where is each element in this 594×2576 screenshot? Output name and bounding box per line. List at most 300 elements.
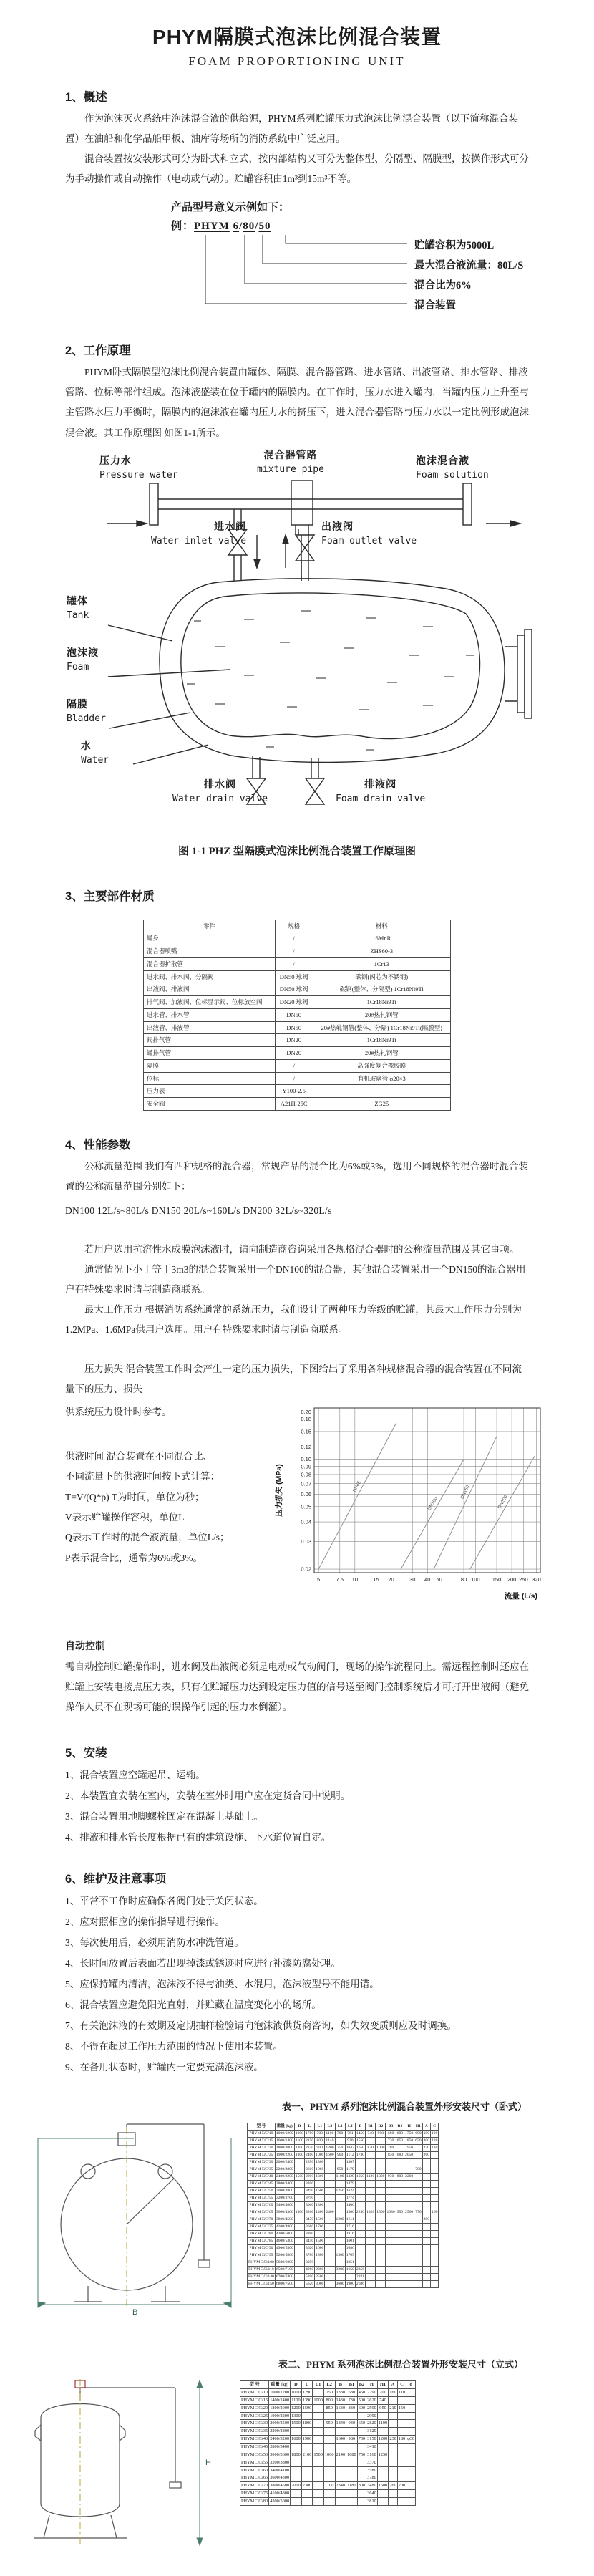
table-cell: 2300 <box>315 2266 325 2273</box>
table-cell <box>377 2497 389 2505</box>
table-row <box>144 1047 451 1060</box>
table-cell <box>355 2223 365 2230</box>
column-header: B1 <box>346 2381 358 2389</box>
section-heading-materials: 3、主要部件材质 <box>65 889 155 903</box>
list-item: 3、混合装置用地脚螺栓固定在混凝土基础上。 <box>65 1810 263 1822</box>
page-title: PHYM隔膜式泡沫比例混合装置 <box>152 26 442 48</box>
table-cell <box>422 2230 430 2237</box>
table-cell: 1120 <box>366 2173 376 2180</box>
table-cell <box>335 2259 345 2266</box>
table-cell <box>366 2159 376 2166</box>
table-cell: PHYM □/□/85 <box>248 2237 276 2244</box>
chart-text: 7.5 <box>336 1576 344 1583</box>
table-cell <box>357 2412 366 2420</box>
table-cell <box>389 2420 397 2428</box>
tank-schematic-drawing <box>65 455 537 827</box>
table-cell: DN50 <box>275 1008 313 1021</box>
table-cell: PHYM □/□/100 <box>248 2259 276 2266</box>
table-cell: 1300 <box>291 2412 302 2420</box>
chart-text: 200 <box>507 1576 517 1583</box>
table-cell <box>396 2252 404 2259</box>
table-cell <box>355 2187 365 2194</box>
list-item: 6、混合装置应避免阳光直射，并贮藏在温度变化小的场所。 <box>65 1999 321 2011</box>
table-cell <box>355 2230 365 2237</box>
table-cell <box>325 2180 335 2187</box>
table-row <box>144 1072 451 1085</box>
chart-text: 20 <box>388 1576 394 1583</box>
table-cell <box>397 2420 406 2428</box>
column-header: 零件 <box>144 920 276 932</box>
formula-line: T=V/(Q*p) T为时间，单位为秒； <box>65 1491 205 1502</box>
column-header: A <box>422 2123 430 2131</box>
table-cell <box>291 2443 302 2451</box>
table-cell <box>294 2223 304 2230</box>
table-cell <box>376 2152 386 2159</box>
table-cell <box>355 2259 365 2266</box>
table-cell: 3150 <box>366 2436 378 2444</box>
table-cell <box>422 2180 430 2187</box>
table-cell <box>313 2436 324 2444</box>
table-cell: 6500/7100 <box>275 2266 294 2273</box>
table-row <box>144 932 451 945</box>
table-cell <box>376 2259 386 2266</box>
chart-text: 40 <box>424 1576 431 1583</box>
table-cell: DN20 <box>275 1034 313 1047</box>
table-cell <box>315 2194 325 2201</box>
table-cell <box>291 2474 302 2482</box>
table-cell: 830 <box>346 2404 358 2412</box>
figure-caption: 图 1-1 PHZ 型隔膜式泡沫比例混合装置工作原理图 <box>177 845 417 857</box>
table-cell <box>414 2173 422 2180</box>
table-cell: / <box>275 1059 313 1072</box>
table-cell: 680 <box>396 2152 404 2159</box>
pipe-flange-left <box>150 483 158 525</box>
table-cell <box>366 2230 376 2237</box>
table-cell <box>414 2152 422 2159</box>
column-header: D <box>291 2381 302 2389</box>
column-header: C <box>397 2381 406 2389</box>
column-header: D <box>294 2123 304 2131</box>
table-cell: 1800 <box>291 2451 302 2459</box>
chart-shape <box>318 1423 396 1569</box>
table-cell <box>366 2252 376 2259</box>
table-cell: 3200/3700 <box>275 2194 294 2201</box>
table-cell <box>357 2428 366 2436</box>
table-cell: 20#热轧钢管(整体、分隔) 1Cr18Ni9Ti(隔膜型) <box>313 1021 450 1034</box>
figure-1-1 <box>65 450 537 827</box>
table-cell <box>357 2490 366 2498</box>
table-cell: 1406 <box>345 2201 355 2209</box>
table-cell: PHYM □/□/40 <box>248 2173 276 2180</box>
table-cell: 1450 <box>355 2131 365 2138</box>
table-cell: 出液管、排液管 <box>144 1021 276 1034</box>
table-row <box>248 2201 439 2209</box>
label-text: Pressure water <box>99 469 178 481</box>
table-header-row <box>144 920 451 932</box>
table-cell <box>335 2474 346 2482</box>
table-cell <box>313 2466 324 2474</box>
table-cell <box>404 2223 414 2230</box>
table-cell <box>357 2497 366 2505</box>
table-cell <box>396 2266 404 2273</box>
table-cell: 进水阀、排水阀、分隔阀 <box>144 970 276 983</box>
table-cell: 4300/5000 <box>269 2497 291 2505</box>
paragraph: 通常情况下小于等于3m3的混合装置采用一个DN100的混合器，其他混合装置采用一个DN150的混合器用户有特殊要求时请与制造商联系。 <box>65 1264 526 1296</box>
table-cell: 1000/1200 <box>275 2131 294 2138</box>
table-row <box>248 2252 439 2259</box>
table-cell <box>335 2138 345 2145</box>
table-row <box>240 2436 416 2444</box>
table-cell <box>335 2412 346 2420</box>
label-text: Foam outlet valve <box>321 535 417 546</box>
table-cell: 3260 <box>304 2209 314 2216</box>
table-cell: 3680 <box>304 2223 314 2230</box>
table-cell <box>431 2201 439 2209</box>
materials-table <box>143 920 451 1111</box>
table-cell <box>422 2209 430 2216</box>
paragraph: 需自动控制贮罐操作时，进水阀及出液阀必须是电动或气动阀门，现场的操作流程同上。需远程控制时还应在贮罐上安装电接点压力表，只有在贮罐压力达到设定压力值的信号送至阀门控制系统后才可打开出液阀（避免操作人员不在现场可能的误操作引起的压力水倒灌）。 <box>65 1661 529 1712</box>
chart-text: 0.03 <box>301 1538 311 1545</box>
table-cell: 180 <box>397 2436 406 2444</box>
table-cell: 1500 <box>313 2451 324 2459</box>
table-cell: 1479 <box>345 2180 355 2187</box>
table-cell: 3060 <box>304 2201 314 2209</box>
label-text: 泡沫液 <box>67 647 99 659</box>
table-cell: 160 <box>431 2209 439 2216</box>
table-cell <box>414 2259 422 2266</box>
table-cell <box>355 2237 365 2244</box>
table-cell <box>414 2237 422 2244</box>
table-cell: 930 <box>345 2138 355 2145</box>
table-row <box>248 2166 439 2174</box>
table-cell <box>325 2259 335 2266</box>
table-cell: 830 <box>386 2152 396 2159</box>
table-cell: 1100 <box>377 2420 389 2428</box>
table-row <box>144 1085 451 1098</box>
table-cell <box>431 2159 439 2166</box>
table-cell <box>396 2187 404 2194</box>
table-cell: 20#热轧钢管 <box>313 1008 450 1021</box>
table-cell: 3480 <box>366 2482 378 2490</box>
table-cell: 2990 <box>366 2412 378 2420</box>
column-header: 型 号 <box>248 2123 276 2131</box>
table-cell: 1800 <box>294 2209 304 2216</box>
table-cell <box>325 2230 335 2237</box>
table-cell <box>389 2474 397 2482</box>
column-header: 重量 (kg) <box>269 2381 291 2389</box>
table-cell: 900 <box>335 2152 345 2159</box>
table-cell <box>431 2252 439 2259</box>
table-cell: 700 <box>414 2166 422 2174</box>
table-cell: 3400/4000 <box>275 2201 294 2209</box>
table-cell <box>389 2497 397 2505</box>
table-cell <box>406 2428 416 2436</box>
model-part-flow: 80 <box>243 221 255 233</box>
table-cell: 1840 <box>335 2420 346 2428</box>
table-cell: 110 <box>397 2388 406 2396</box>
table-row <box>240 2388 416 2396</box>
table-cell: 1100 <box>325 2131 335 2138</box>
label-tank <box>67 595 89 623</box>
table-cell: 150 <box>397 2404 406 2412</box>
chart-shape <box>401 1459 464 1568</box>
table-cell: 位标 <box>144 1072 276 1085</box>
table-cell: 3780 <box>366 2474 378 2482</box>
table-cell: 压力表 <box>144 1085 276 1098</box>
table-cell: 730 <box>346 2396 358 2404</box>
table-cell: 800 <box>323 2396 335 2404</box>
table-cell: 800 <box>357 2482 366 2490</box>
chart-text: 15 <box>373 1576 379 1583</box>
table-cell: 1Cr18Ni9Ti <box>313 996 450 1009</box>
table-cell: 3780 <box>304 2252 314 2259</box>
table-cell: 1060 <box>315 2166 325 2174</box>
table-cell <box>404 2280 414 2287</box>
table-cell: 800 <box>315 2138 325 2145</box>
table-cell <box>414 2216 422 2223</box>
table-cell: 6700/7400 <box>275 2273 294 2280</box>
table-cell: 180 <box>422 2131 430 2138</box>
table-cell <box>294 2201 304 2209</box>
table-cell: 20#热轧钢管 <box>313 1047 450 1060</box>
table-cell: 1500 <box>377 2482 389 2490</box>
table-cell <box>323 2466 335 2474</box>
table-cell: 1320 <box>366 2209 376 2216</box>
label-text: 水 <box>81 741 92 752</box>
table-cell: 1851 <box>345 2259 355 2266</box>
table-cell <box>313 2412 324 2420</box>
table-cell <box>386 2252 396 2259</box>
table-cell: PHYM □/□/30 <box>248 2159 276 2166</box>
table-row <box>240 2428 416 2436</box>
table-cell: 950 <box>335 2166 345 2174</box>
table-cell: 1250 <box>335 2187 345 2194</box>
chart-text: 0.15 <box>301 1428 311 1435</box>
table-cell <box>431 2187 439 2194</box>
table-cell: 900 <box>315 2145 325 2152</box>
table-cell: 有机玻璃管 φ20×3 <box>313 1072 450 1085</box>
label-water <box>81 740 109 768</box>
table-cell: 3600/4300 <box>269 2474 291 2482</box>
table-row <box>248 2173 439 2180</box>
table-cell: 1112 <box>345 2152 355 2159</box>
formula-line: Q表示工作时的混合液流量，单位L/s； <box>65 1532 230 1543</box>
table-cell: 3450 <box>304 2237 314 2244</box>
table-cell <box>335 2159 345 2166</box>
table-cell <box>377 2443 389 2451</box>
table-cell <box>325 2273 335 2280</box>
table-cell <box>377 2459 389 2466</box>
table-cell: 2560 <box>404 2209 414 2216</box>
table-cell <box>366 2259 376 2266</box>
table-cell <box>377 2428 389 2436</box>
table-cell <box>431 2230 439 2237</box>
table-row <box>240 2443 416 2451</box>
table-cell: PHYM □/□/70 <box>240 2482 269 2490</box>
column-header: L4 <box>345 2123 355 2131</box>
supply-time-line: 供液时间 混合装置在不同混合比、 <box>65 1451 213 1462</box>
table-row <box>248 2159 439 2166</box>
table-cell: 3810 <box>366 2497 378 2505</box>
paragraph: 压力损失 混合装置工作时会产生一定的压力损失，下图给出了采用各种规格混合器的混合装置在不同流量下的压力、损失 <box>65 1363 522 1394</box>
chart-text: 100 <box>471 1576 480 1583</box>
table-cell <box>397 2451 406 2459</box>
table-cell: 1950 <box>355 2173 365 2180</box>
table-cell <box>396 2259 404 2266</box>
table-cell: 4600/5300 <box>275 2237 294 2244</box>
table-cell: 2000 <box>291 2482 302 2490</box>
table-cell <box>366 2201 376 2209</box>
table-cell: 900 <box>376 2131 386 2138</box>
table-cell <box>397 2497 406 2505</box>
table-row <box>248 2280 439 2287</box>
column-header: L <box>301 2381 313 2389</box>
table-cell: 1300 <box>315 2201 325 2209</box>
table-cell: 3880 <box>304 2230 314 2237</box>
table-cell <box>357 2474 366 2482</box>
column-header: C <box>431 2123 439 2131</box>
table-cell: 2400/3200 <box>275 2173 294 2180</box>
chart-text: 250 <box>519 1576 528 1583</box>
table-cell: 3000 <box>315 2280 325 2287</box>
table-cell <box>346 2459 358 2466</box>
table-cell: 3000/3600 <box>269 2451 291 2459</box>
table-cell: 1500 <box>315 2216 325 2223</box>
table-cell: 1590 <box>301 2404 313 2412</box>
label-text: mixture pipe <box>257 463 324 475</box>
pipe-flange-right <box>463 483 472 525</box>
label-foam-solution <box>416 455 489 483</box>
table-cell <box>323 2428 335 2436</box>
table-cell <box>386 2216 396 2223</box>
model-label-device: 混合装置 <box>414 300 456 312</box>
section-heading-principle: 2、工作原理 <box>65 344 131 358</box>
table-cell <box>414 2159 422 2166</box>
table-row <box>240 2420 416 2428</box>
section-heading-maintenance: 6、维护及注意事项 <box>65 1872 167 1886</box>
table-cell: 950 <box>377 2404 389 2412</box>
model-part-phym: PHYM <box>194 221 230 233</box>
table-cell <box>346 2490 358 2498</box>
table-cell: 260 <box>389 2482 397 2490</box>
model-example-prefix: 例： <box>171 221 195 233</box>
table-cell <box>325 2159 335 2166</box>
table-cell: PHYM □/□/40 <box>240 2436 269 2444</box>
table-cell: 罐身 <box>144 932 276 945</box>
table-cell <box>431 2237 439 2244</box>
list-item: 1、混合装置应空罐起吊、运输。 <box>65 1769 205 1780</box>
table-cell <box>313 2459 324 2466</box>
table-cell <box>377 2490 389 2498</box>
label-foam <box>67 647 99 675</box>
table-cell <box>396 2280 404 2287</box>
table-cell: 200 <box>397 2482 406 2490</box>
table-cell: 2200/2800 <box>269 2428 291 2436</box>
table-row <box>248 2230 439 2237</box>
table-cell: 2140 <box>335 2451 346 2459</box>
table-cell <box>323 2443 335 2451</box>
table-cell: PHYM □/□/65 <box>248 2209 276 2216</box>
table-row <box>240 2474 416 2482</box>
chart-block <box>65 1402 541 1626</box>
table-cell: 2260 <box>404 2173 414 2180</box>
table-cell <box>414 2145 422 2152</box>
table-cell: 4300/5000 <box>275 2230 294 2237</box>
paragraph: 若用户选用抗溶性水成膜泡沫液时，请向制造商咨询采用各规格混合器时的公称流量范围及其它事项。 <box>84 1244 520 1255</box>
list-item: 9、在备用状态时，贮罐内一定要充满泡沫液。 <box>65 2062 263 2073</box>
table-cell <box>294 2237 304 2244</box>
table-cell: 隔膜 <box>144 1059 276 1072</box>
table-row <box>240 2412 416 2420</box>
table-cell <box>397 2443 406 2451</box>
table-cell <box>404 2201 414 2209</box>
table-cell: 700 <box>377 2388 389 2396</box>
table-cell: 600 <box>396 2131 404 2138</box>
table-cell <box>396 2180 404 2187</box>
table-cell: 2340 <box>335 2482 346 2490</box>
table-cell <box>325 2187 335 2194</box>
chart-text: 0.09 <box>301 1462 311 1470</box>
table-cell <box>404 2259 414 2266</box>
table-cell <box>366 2138 376 2145</box>
paragraph: 公称流量范围 我们有四种规格的混合器，常规产品的混合比为6%或3%，选用不同规格的混合器时混合装置的公称流量范围分别如下： <box>65 1160 528 1192</box>
table-cell <box>346 2466 358 2474</box>
table-cell <box>294 2166 304 2174</box>
table-cell <box>323 2436 335 2444</box>
table-cell <box>404 2166 414 2174</box>
maintenance-list <box>65 1891 529 2078</box>
table-cell <box>422 2259 430 2266</box>
auto-control-heading: 自动控制 <box>65 1641 105 1652</box>
table-cell: / <box>275 932 313 945</box>
column-header: H1 <box>377 2381 389 2389</box>
table-cell <box>325 2201 335 2209</box>
table-cell: 1800 <box>315 2252 325 2259</box>
table-cell: 1800/2000 <box>275 2145 294 2152</box>
table-cell <box>406 2412 416 2420</box>
table-cell: PHYM □/□/75 <box>248 2223 276 2230</box>
table-cell <box>313 2482 324 2490</box>
table-cell <box>366 2237 376 2244</box>
table-cell <box>431 2166 439 2174</box>
table-cell <box>376 2273 386 2280</box>
table-header-row <box>240 2381 416 2389</box>
table-cell: 2290 <box>366 2388 378 2396</box>
table-cell <box>406 2459 416 2466</box>
table-row <box>240 2497 416 2505</box>
table-cell: 740 <box>366 2131 376 2138</box>
table-cell: 2300 <box>301 2482 313 2490</box>
table-cell <box>396 2230 404 2237</box>
table-cell: 5620 <box>304 2280 314 2287</box>
table-cell: 碳钢(整体、分隔型) 1Cr18Ni9Ti <box>313 983 450 996</box>
table-cell: 2500 <box>315 2273 325 2280</box>
table-cell: 1200 <box>377 2436 389 2444</box>
table1-caption: 表一、PHYM 系列泡沫比例混合装置外形安装尺寸（卧式） <box>282 2101 527 2113</box>
table-cell: 950 <box>323 2420 335 2428</box>
table-cell <box>389 2443 397 2451</box>
table-cell <box>376 2180 386 2187</box>
table-cell <box>389 2396 397 2404</box>
table-cell <box>406 2404 416 2412</box>
chart-text: DN150 <box>459 1484 471 1500</box>
table-cell <box>355 2244 365 2252</box>
table-cell <box>414 2201 422 2209</box>
table-cell: 高强度复合橡胶膜 <box>313 1059 450 1072</box>
table-cell <box>323 2412 335 2420</box>
chart-text: 0.10 <box>301 1455 311 1462</box>
table-cell <box>404 2180 414 2187</box>
